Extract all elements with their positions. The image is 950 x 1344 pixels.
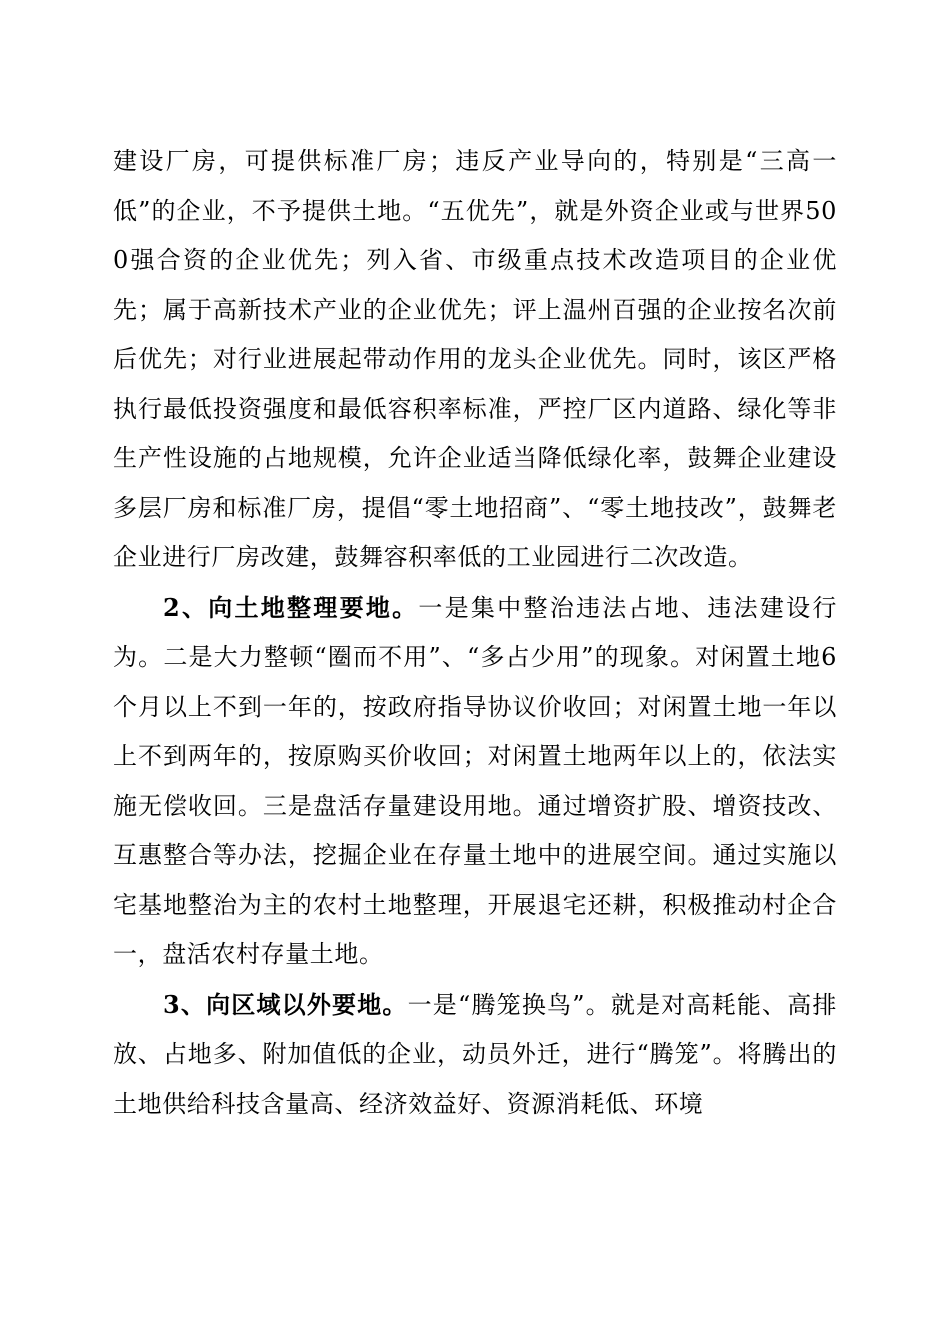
- paragraph-continuation: [113, 137, 837, 583]
- paragraph-text: 建设厂房，可提供标准厂房；违反产业导向的，特别是“三高一低”的企业，不予提供土地。“五优先”，就是外资企业或与世界500强合资的企业优先；列入省、市级重点技术改造项目的企业优先；属于高新技术产业的企业优先；评上温州百强的企业按名次前后优先；对行业进展起带动作用的龙头企业优先。同时，该区严格执行最低投资强度和最低容积率标准，严控厂区内道路、绿化等非生产性设施的占地规模，允许企业适当降低绿化率，鼓舞企业建设多层厂房和标准厂房，提倡“零土地招商”、“零土地技改”，鼓舞老企业进行厂房改建，鼓舞容积率低的工业园进行二次改造。: [113, 147, 837, 571]
- document-body: [113, 137, 837, 1129]
- section-heading: 3、向区域以外要地。: [163, 989, 408, 1019]
- paragraph-text: 一是“腾笼换鸟”。就是对高耗能、高排放、占地多、附加值低的企业，动员外迁，进行“腾笼”。将腾出的土地供给科技含量高、经济效益好、资源消耗低、环境: [113, 990, 837, 1118]
- paragraph-text: 一是集中整治违法占地、违法建设行为。二是大力整顿“圈而不用”、“多占少用”的现象。对闲置土地6个月以上不到一年的，按政府指导协议价收回；对闲置土地一年以上不到两年的，按原购买价收回；对闲置土地两年以上的，依法实施无偿收回。三是盘活存量建设用地。通过增资扩股、增资技改、互惠整合等办法，挖掘企业在存量土地中的进展空间。通过实施以宅基地整治为主的农村土地整理，开展退宅还耕，积极推动村企合一，盘活农村存量土地。: [113, 593, 837, 968]
- paragraph-land-consolidation: [113, 583, 837, 980]
- paragraph-outside-region: [113, 980, 837, 1130]
- section-heading: 2、向土地整理要地。: [163, 592, 419, 622]
